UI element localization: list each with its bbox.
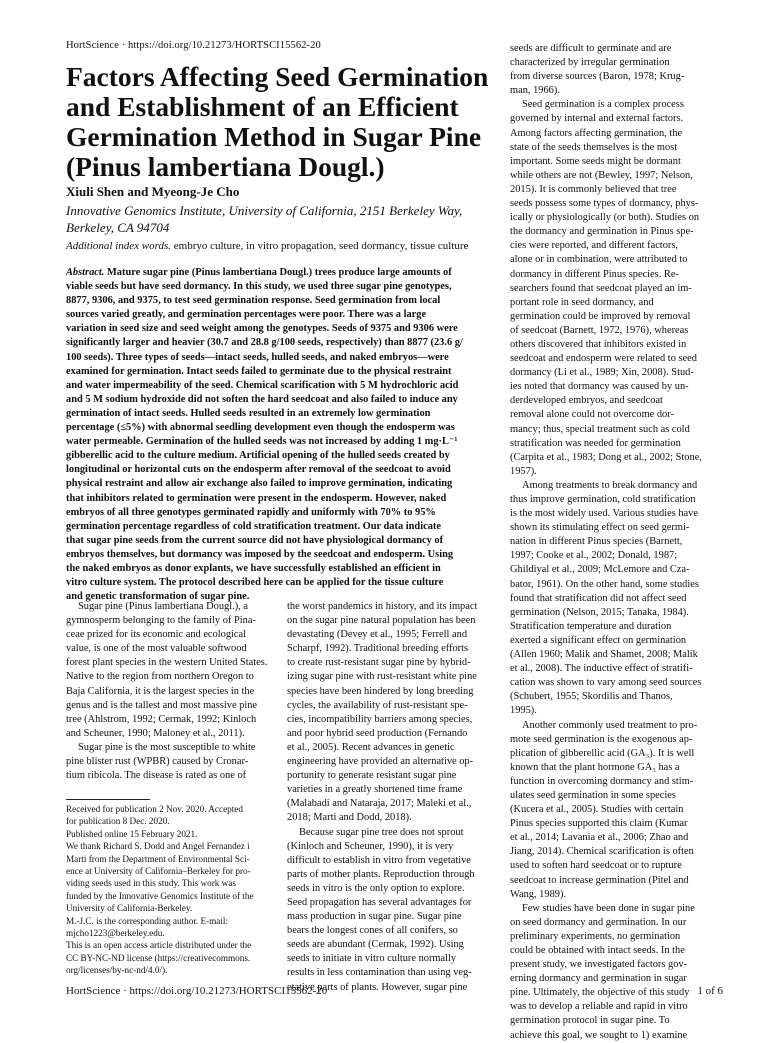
body-text-line: ceae prized for its economic and ecological	[66, 629, 247, 641]
body-text-line: Seed germination is a complex process	[522, 99, 684, 111]
body-text-line: erning dormancy and germination in sugar	[510, 973, 687, 985]
body-text-line: Pinus species supported this claim (Kumar	[510, 818, 688, 830]
abstract	[66, 266, 498, 604]
body-text-line: Native to the region from northern Oregon to	[66, 671, 254, 683]
body-text-line: alone or in combination, were attributed to	[510, 254, 688, 266]
body-text-line: stratification was needed for germination	[510, 437, 681, 449]
abstract-line: that inhibitors related to germination were present in the endosperm. However, naked	[66, 492, 447, 504]
body-text-line: germination (Nelson, 2015; Tanaka, 1984).	[510, 606, 689, 618]
body-text-line: while others are not (Bewley, 1997; Nelson,	[510, 169, 693, 181]
paper-title	[66, 62, 491, 182]
body-text-line: Among treatments to break dormancy and	[522, 479, 698, 491]
body-text-line: 2015). It is commonly believed that tree	[510, 183, 677, 195]
body-text-line: searchers found that seedcoat played an im-	[510, 282, 692, 294]
body-text-line: Sugar pine (Pinus lambertiana Dougl.), a	[78, 601, 248, 612]
author-list: Xiuli Shen and Myeong-Je Cho	[66, 184, 240, 199]
body-text-line: 1957).	[510, 465, 537, 477]
abstract-line: water permeable. Germination of the hulled seeds was not increased by adding 1 mg·L⁻¹	[66, 436, 458, 448]
abstract-line: 100 seeds). Three types of seeds—intact seeds, hulled seeds, and naked embryos—were	[66, 351, 449, 363]
affiliation-line: Innovative Genomics Institute, University of California, 2151 Berkeley Way,	[66, 203, 463, 218]
index-words	[66, 240, 468, 252]
body-text-line: (Schubert, 1955; Skordilis and Thanos,	[510, 691, 673, 703]
body-text-line: to create rust-resistant sugar pine by hybrid-	[287, 657, 471, 669]
body-text-line: achieve this goal, we sought to 1) examine	[510, 1029, 688, 1041]
body-text-line: value, is one of the most valuable softwood	[66, 643, 247, 655]
body-column-3	[510, 42, 722, 1043]
abstract-line: percentage (≤5%) with abnormal seedling development even though the endosperm was	[66, 422, 455, 434]
footer-journal: HortScience · https://doi.org/10.21273/HORTSCI15562-20	[66, 985, 328, 997]
footnote-line: Received for publication 2 Nov. 2020. Accepted	[66, 804, 243, 814]
title-line: Factors Affecting Seed Germination	[66, 61, 489, 92]
body-text-line: dormancy in different Pinus species. Re-	[510, 268, 679, 280]
index-words-text: embryo culture, in vitro propagation, seed dormancy, tissue culture	[171, 240, 469, 252]
footnote-line: M.-J.C. is the corresponding author. E-mail:	[66, 915, 229, 926]
body-text-line: cies were reported, and different factors,	[510, 240, 678, 252]
body-text-line: Wang, 1989).	[510, 888, 567, 900]
body-text-line: etative parts of plants. However, sugar pine	[287, 981, 468, 993]
body-text-line: the worst pandemics in history, and its impact	[287, 601, 478, 612]
body-text-line: Ghildiyal et al., 2009; McLemore and Cza-	[510, 564, 690, 576]
body-text-line: tium ribicola. The disease is rated as one of	[66, 770, 247, 782]
body-text-line: present study, we investigated factors gov-	[510, 959, 688, 971]
abstract-line: and water impermeability of the seed. Chemical scarification with 5 M hydrochloric acid	[66, 379, 459, 391]
body-text-line: engineering have provided an alternative op-	[287, 756, 474, 768]
body-text-line: state of the seeds themselves is the most	[510, 141, 678, 153]
body-text-line: found that stratification did not affect seed	[510, 592, 687, 604]
body-text-line: (Malabadi and Nataraja, 2017; Maleki et al.,	[287, 798, 472, 810]
abstract-line: the naked embryos as donor explants, we have successfully established an efficient in	[66, 562, 441, 574]
abstract-line: Abstract. Mature sugar pine (Pinus lambertiana Dougl.) trees produce large amounts of	[66, 267, 452, 278]
body-text-line: important. Some seeds might be dormant	[510, 155, 681, 167]
footnote-line: org/licenses/by-nc-nd/4.0/).	[66, 965, 168, 976]
footnote-line: We thank Richard S. Dodd and Angel Fernandez i	[66, 841, 250, 852]
abstract-line: 8877, 9306, and 9375, to test seed germination response. Seed germination from local	[66, 295, 441, 307]
body-text-line: Among factors affecting germination, the	[510, 127, 683, 139]
body-text-line: (Kinloch and Scheuner, 1990), it is very	[287, 840, 454, 852]
footnote-line: University of California-Berkeley.	[66, 903, 193, 914]
body-text-line: Seed propagation has several advantages for	[287, 896, 472, 908]
abstract-line: examined for germination. Intact seeds failed to germinate due to the physical restraint	[66, 365, 452, 377]
body-text-line: Scharpf, 1992). Traditional breeding efforts	[287, 643, 469, 655]
body-text-line: 1997; Cooke et al., 2002; Donald, 1987;	[510, 550, 678, 562]
body-text-line: from diverse sources (Baron, 1978; Krug-	[510, 71, 685, 83]
body-text-line: the dormancy and germination in Pinus spe-	[510, 226, 694, 238]
body-text-line: plication of gibberellic acid (GA₃). It is well	[510, 747, 695, 759]
body-text-line: portunity to generate resistant sugar pine	[287, 770, 457, 782]
body-text-line: thus improve germination, cold stratification	[510, 494, 696, 505]
body-text-line: cies, incompatibility barriers among species,	[287, 713, 473, 725]
body-text-line: was to develop a reliable and rapid in vitro	[510, 1001, 688, 1013]
body-text-line: germination could be improved by removal	[510, 310, 691, 322]
body-text-line: and Scheuner, 1990; Maloney et al., 2011).	[66, 727, 245, 739]
body-text-line: used to soften hard seedcoat or to rupture	[510, 860, 682, 872]
body-text-line: others discovered that inhibitors existed in	[510, 338, 687, 350]
body-column-2	[287, 600, 499, 995]
index-words-label: Additional index words.	[66, 240, 172, 252]
abstract-line: germination of intact seeds. Hulled seeds resulted in an extremely low germination	[66, 407, 431, 419]
body-text-line: pine blister rust (WPBR) caused by Cronar-	[66, 756, 249, 768]
body-text-line: devastating (Devey et al., 1995; Ferrell and	[287, 629, 468, 641]
body-text-line: known that the plant hormone GA₃ has a	[510, 761, 680, 773]
footnote-line: CC BY-NC-ND license (https://creativecommons.	[66, 952, 251, 963]
body-text-line: governed by internal and external factors.	[510, 113, 684, 125]
footnotes	[66, 803, 276, 977]
body-text-line: varieties in a greatly shortened time frame	[287, 784, 463, 796]
body-text-line: (Carpita et al., 1983; Dong et al., 2002; Stone,	[510, 451, 702, 463]
body-text-line: pine. Ultimately, the objective of this study	[510, 987, 690, 999]
body-text-line: ies noted that dormancy was caused by un-	[510, 381, 689, 393]
body-text-line: tree (Ahlstrom, 1992; Cermak, 1992; Kinloch	[66, 713, 257, 725]
footnote-line: This is an open access article distributed under the	[66, 940, 252, 951]
abstract-line: physical restraint and allow air exchange also failed to improve germination, indicating	[66, 478, 453, 490]
journal-header: HortScience · https://doi.org/10.21273/HORTSCI15562-20	[66, 40, 321, 51]
body-text-line: Because sugar pine tree does not sprout	[299, 826, 464, 838]
affiliation	[66, 202, 496, 236]
title-line: (Pinus lambertiana Dougl.)	[66, 151, 385, 182]
body-text-line: dormancy (Li et al., 1989; Xin, 2008). Stud-	[510, 367, 694, 379]
body-text-line: cation was shown to vary among seed sources	[510, 677, 702, 689]
body-text-line: bears the longest cones of all conifers, so	[287, 925, 458, 937]
page-number: 1 of 6	[697, 985, 723, 997]
footnote-line: mjcho1223@berkeley.edu.	[66, 928, 165, 939]
body-text-line: cycles, the availability of rust-resistant spe-	[287, 699, 468, 711]
body-text-line: difficult to establish in vitro from vegetative	[287, 854, 471, 866]
abstract-line: embryos of all three genotypes germinated rapidly and uniformly with 70% to 95%	[66, 506, 436, 518]
body-text-line: gymnosperm belonging to the family of Pina-	[66, 615, 256, 627]
body-text-line: 2018; Marti and Dodd, 2018).	[287, 812, 412, 824]
body-text-line: mass production in sugar pine. Sugar pine	[287, 911, 462, 923]
body-text-line: could be obtained with intact seeds. In the	[510, 945, 685, 956]
abstract-line: embryos themselves, but dormancy was imposed by the seedcoat and endosperm. Using	[66, 548, 454, 560]
body-text-line: forest plant species in the western United States.	[66, 657, 268, 669]
body-text-line: Baja California, it is the largest species in the	[66, 685, 255, 697]
body-text-line: nation in different Pinus species (Barnett,	[510, 536, 683, 548]
abstract-line: germination percentage regardless of cold stratification treatment. Our data indicate	[66, 520, 441, 532]
body-text-line: Few studies have been done in sugar pine	[522, 902, 695, 914]
footnote-line: funded by the Innovative Genomics Institute of the	[66, 890, 254, 901]
body-text-line: Sugar pine is the most susceptible to white	[78, 741, 256, 753]
body-text-line: seedcoat and endosperm were related to seed	[510, 353, 697, 365]
body-text-line: seeds in vitro is the only option to explore.	[287, 882, 465, 894]
body-text-line: genus and is the tallest and most massive pine	[66, 699, 258, 711]
body-text-line: seeds are abundant (Cermak, 1992). Using	[287, 939, 464, 951]
body-text-line: on seed dormancy and germination. In our	[510, 916, 687, 928]
body-text-line: et al., 2008). The inductive effect of stratifi-	[510, 663, 693, 675]
body-text-line: et al., 2005). Recent advances in genetic	[287, 741, 455, 753]
body-text-line: removal alone could not overcome dor-	[510, 409, 674, 421]
abstract-line: sources varied greatly, and germination percentages were poor. There was a large	[66, 309, 427, 321]
body-column-1	[66, 600, 274, 783]
body-text-line: (Allen 1960; Malik and Shamet, 2008; Malik	[510, 649, 698, 661]
affiliation-line: Berkeley, CA 94704	[66, 220, 170, 235]
body-text-line: izing sugar pine with rust-resistant white pine	[287, 671, 477, 683]
body-text-line: characterized by irregular germination	[510, 57, 670, 69]
abstract-line: vitro culture system. The protocol described here can be applied for the tissue culture	[66, 577, 444, 589]
body-text-line: is the most widely used. Various studies have	[510, 508, 698, 520]
abstract-line: viable seeds but have seed dormancy. In this study, we used three sugar pine genotypes,	[66, 281, 452, 293]
abstract-line: and 5 M sodium hydroxide did not soften the hard seedcoat and also failed to induce any	[66, 393, 458, 405]
body-text-line: and poor hybrid seed production (Fernando	[287, 727, 468, 739]
body-text-line: man, 1966).	[510, 85, 560, 97]
abstract-line: and genetic transformation of sugar pine.	[66, 591, 250, 603]
footnote-line: Marti from the Department of Environmental Sci-	[66, 853, 250, 864]
body-text-line: Jiang, 2014). Chemical scarification is often	[510, 846, 694, 858]
body-text-line: ically or physiologically (or both). Studies on	[510, 212, 700, 224]
body-text-line: species have been hindered by long breeding	[287, 685, 474, 697]
footnote-line: Published online 15 February 2021.	[66, 828, 198, 839]
body-text-line: Another commonly used treatment to pro-	[522, 719, 698, 731]
body-text-line: results in less contamination than using veg-	[287, 967, 472, 979]
body-text-line: seeds are difficult to germinate and are	[510, 43, 672, 54]
abstract-line: longitudinal or horizontal cuts on the endosperm after removal of the seedcoat to avoid	[66, 464, 451, 476]
body-text-line: Stratification temperature and duration	[510, 620, 672, 632]
body-text-line: parts of mother plants. Reproduction through	[287, 868, 475, 880]
body-text-line: (Kucera et al., 2005). Studies with certain	[510, 804, 684, 816]
body-text-line: on the sugar pine natural population has been	[287, 615, 476, 627]
body-text-line: function in overcoming dormancy and stim-	[510, 775, 694, 787]
title-line: and Establishment of an Efficient	[66, 91, 459, 122]
footnote-line: ence at University of California–Berkeley for pro-	[66, 866, 251, 877]
abstract-line: variation in seed size and seed weight among the genotypes. Seeds of 9375 and 9306 were	[66, 323, 458, 335]
abstract-line: that sugar pine seeds from the current source did not have physiological dormancy of	[66, 534, 444, 546]
body-text-line: seedcoat to increase germination (Pitel and	[510, 874, 689, 886]
title-line: Germination Method in Sugar Pine	[66, 121, 482, 152]
body-text-line: bator, 1961). On the other hand, some studies	[510, 578, 699, 590]
body-text-line: seeds possess some types of dormancy, phys-	[510, 198, 699, 210]
body-text-line: germination protocol in sugar pine. To	[510, 1015, 670, 1027]
abstract-line: gibberellic acid to the culture medium. Artificial opening of the hulled seeds created by	[66, 450, 450, 462]
abstract-line: significantly larger and heavier (30.7 and 28.8 g/100 seeds, respectively) than 8877 (23.6 g/	[66, 337, 463, 349]
body-text-line: of seedcoat (Barnett, 1972, 1976), whereas	[510, 324, 689, 336]
body-text-line: preliminary experiments, no germination	[510, 930, 681, 942]
footnote-line: viding seeds used in this study. This work was	[66, 878, 236, 889]
body-text-line: portant role in seed dormancy, and	[510, 296, 654, 308]
body-text-line: exerted a significant effect on germination	[510, 634, 687, 646]
body-text-line: mote seed germination is the exogenous ap-	[510, 733, 693, 745]
footnote-rule	[66, 799, 150, 800]
body-text-line: ulates seed germination in some species	[510, 789, 676, 801]
footnote-line: for publication 8 Dec. 2020.	[66, 816, 170, 827]
body-text-line: seeds to initiate in vitro culture normally	[287, 953, 457, 965]
body-text-line: 1995).	[510, 705, 537, 717]
body-text-line: mancy; thus, special treatment such as cold	[510, 423, 690, 435]
abstract-label: Abstract.	[66, 267, 105, 278]
body-text-line: shown its stimulating effect on seed germi-	[510, 522, 690, 534]
body-text-line: et al., 2014; Lavania et al., 2006; Zhao and	[510, 832, 689, 844]
body-text-line: derdeveloped embryos, and seedcoat	[510, 395, 663, 407]
